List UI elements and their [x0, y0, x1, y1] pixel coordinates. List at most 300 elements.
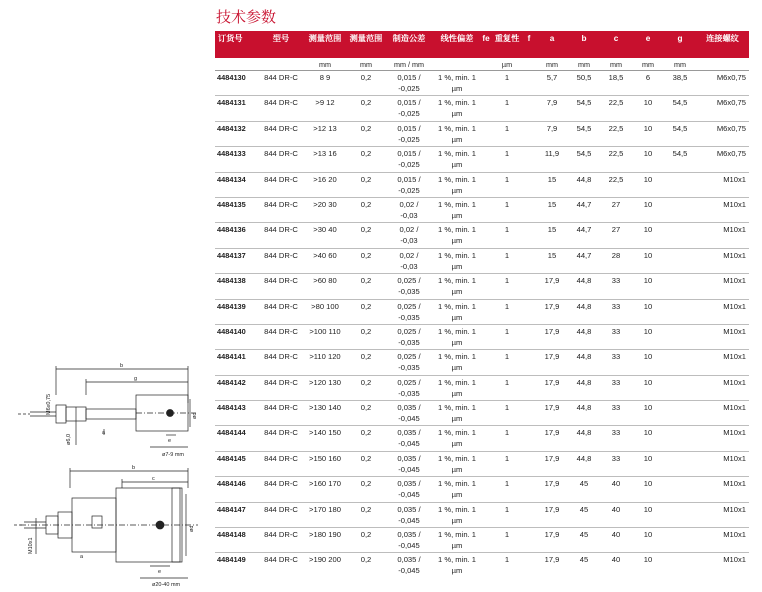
model-cell: 844 DR-C [260, 96, 302, 121]
dim-d-label: ød [189, 525, 195, 532]
model-cell: 844 DR-C [260, 350, 302, 375]
g-cell: 38,5 [664, 71, 696, 96]
table-row [215, 426, 749, 451]
model-cell: 844 DR-C [260, 451, 302, 476]
linearity-cell [434, 528, 480, 553]
linearity-value: 1 %, min. 1 [438, 377, 476, 387]
repeatability-cell: 1 [492, 172, 522, 197]
fe-cell [480, 197, 492, 222]
g-cell [664, 451, 696, 476]
tolerance-cell [384, 121, 434, 146]
dim-a-label: a [102, 430, 106, 436]
range-tolerance-cell: 0,2 [348, 248, 384, 273]
range-tolerance-cell: 0,2 [348, 147, 384, 172]
order-number-cell: 4484143 [215, 401, 260, 426]
unit-cell [696, 58, 749, 71]
a-cell: 17,9 [536, 299, 568, 324]
range-tolerance-cell: 0,2 [348, 172, 384, 197]
tolerance-upper: 0,015 / [397, 73, 421, 82]
table-row [215, 71, 749, 96]
unit-cell: mm [568, 58, 600, 71]
tolerance-cell [384, 350, 434, 375]
fe-cell [480, 147, 492, 172]
repeatability-cell: 1 [492, 147, 522, 172]
tolerance-lower: -0,045 [398, 464, 420, 474]
tolerance-lower: -0,025 [398, 84, 420, 93]
e-cell: 10 [632, 223, 664, 248]
range-tolerance-cell: 0,2 [348, 477, 384, 502]
col-b: b [568, 31, 600, 58]
linearity-value: 1 %, min. 1 [438, 123, 476, 133]
tolerance-cell [384, 324, 434, 349]
a-cell: 17,9 [536, 426, 568, 451]
fe-cell [480, 553, 492, 578]
range-cell: >140 150 [302, 426, 348, 451]
thread-cell: M10x1 [696, 172, 749, 197]
col-linearity: 线性偏差 [434, 31, 480, 58]
fe-cell [480, 172, 492, 197]
unit-cell [215, 58, 260, 71]
thread-cell: M6x0,75 [696, 147, 749, 172]
table-row [215, 147, 749, 172]
dim-d-label: ød [192, 412, 198, 419]
range-cell: 8 9 [302, 71, 348, 96]
range-tolerance-cell: 0,2 [348, 528, 384, 553]
b-cell: 44,8 [568, 299, 600, 324]
fe-cell [480, 426, 492, 451]
e-cell: 10 [632, 299, 664, 324]
range-tolerance-cell: 0,2 [348, 502, 384, 527]
tolerance-upper: 0,025 / [397, 326, 421, 336]
fe-cell [480, 375, 492, 400]
tolerance-lower: -0,045 [398, 515, 420, 525]
order-number-cell: 4484130 [215, 71, 260, 96]
repeatability-cell: 1 [492, 401, 522, 426]
tolerance-lower: -0,03 [400, 236, 418, 246]
f-cell [522, 528, 536, 553]
order-number-cell: 4484134 [215, 172, 260, 197]
linearity-cell [434, 71, 480, 96]
e-cell: 10 [632, 426, 664, 451]
c-cell: 28 [600, 248, 632, 273]
dim-e-label: e [158, 569, 162, 575]
range-cell: >110 120 [302, 350, 348, 375]
dim-thread-label: M6x0,75 [46, 393, 52, 415]
linearity-cell [434, 502, 480, 527]
f-cell [522, 223, 536, 248]
tolerance-upper: 0,035 / [397, 479, 421, 489]
fe-cell [480, 477, 492, 502]
tolerance-lower: -0,035 [398, 337, 420, 347]
fe-cell [480, 350, 492, 375]
linearity-unit: µm [451, 160, 463, 170]
linearity-value: 1 %, min. 1 [438, 250, 476, 260]
repeatability-cell: 1 [492, 375, 522, 400]
thread-cell: M10x1 [696, 223, 749, 248]
c-cell: 22,5 [600, 121, 632, 146]
c-cell: 33 [600, 350, 632, 375]
tolerance-lower: -0,035 [398, 363, 420, 373]
c-cell: 18,5 [600, 71, 632, 96]
linearity-unit: µm [451, 490, 463, 500]
linearity-unit: µm [451, 312, 463, 322]
range-tolerance-cell: 0,2 [348, 71, 384, 96]
table-row [215, 502, 749, 527]
tolerance-upper: 0,035 / [397, 530, 421, 540]
a-cell: 11,9 [536, 147, 568, 172]
g-cell [664, 299, 696, 324]
a-cell: 7,9 [536, 96, 568, 121]
tolerance-cell [384, 528, 434, 553]
fe-cell [480, 248, 492, 273]
linearity-unit: µm [451, 515, 463, 525]
e-cell: 10 [632, 197, 664, 222]
f-cell [522, 502, 536, 527]
repeatability-cell: 1 [504, 555, 510, 565]
linearity-cell [434, 426, 480, 451]
linearity-unit: µm [451, 109, 463, 119]
table-row [215, 172, 749, 197]
f-cell [522, 172, 536, 197]
drawing-bottom-caption: ø20-40 mm [152, 582, 181, 588]
tolerance-lower: -0,045 [398, 439, 420, 449]
f-cell [522, 375, 536, 400]
e-cell: 10 [632, 274, 664, 299]
c-cell: 33 [600, 299, 632, 324]
b-cell: 44,8 [568, 401, 600, 426]
a-cell: 17,9 [536, 451, 568, 476]
range-cell: >12 13 [302, 121, 348, 146]
unit-cell: mm [600, 58, 632, 71]
tolerance-lower: -0,045 [398, 566, 420, 576]
a-cell: 17,9 [536, 528, 568, 553]
tolerance-cell [384, 274, 434, 299]
c-cell: 33 [600, 426, 632, 451]
linearity-value: 1 %, min. 1 [438, 504, 476, 514]
linearity-cell [434, 197, 480, 222]
repeatability-cell: 1 [492, 223, 522, 248]
linearity-value: 1 %, min. 1 [438, 352, 476, 362]
tolerance-lower: -0,035 [398, 388, 420, 398]
repeatability-cell: 1 [492, 299, 522, 324]
g-cell [664, 477, 696, 502]
thread-cell: M10x1 [696, 451, 749, 476]
linearity-value: 1 %, min. 1 [438, 276, 476, 286]
tolerance-lower: -0,045 [398, 541, 420, 551]
a-cell: 15 [536, 197, 568, 222]
model-cell: 844 DR-C [260, 121, 302, 146]
table-row [215, 121, 749, 146]
c-cell: 33 [600, 375, 632, 400]
e-cell: 10 [632, 96, 664, 121]
f-cell [522, 451, 536, 476]
b-cell: 44,8 [568, 375, 600, 400]
col-fe: fe [480, 31, 492, 58]
table-row [215, 197, 749, 222]
range-tolerance-cell: 0,2 [348, 426, 384, 451]
linearity-cell [434, 553, 480, 578]
tolerance-upper: 0,015 / [397, 123, 421, 133]
table-row [215, 274, 749, 299]
repeatability-cell: 1 [492, 274, 522, 299]
a-cell: 17,9 [536, 324, 568, 349]
linearity-cell [434, 223, 480, 248]
tolerance-lower: -0,045 [398, 490, 420, 500]
c-cell: 40 [600, 528, 632, 553]
tolerance-lower: -0,03 [400, 210, 418, 220]
tolerance-upper: 0,015 / [397, 98, 421, 108]
b-cell: 44,8 [568, 274, 600, 299]
order-number-cell: 4484145 [215, 451, 260, 476]
linearity-cell [434, 324, 480, 349]
order-number-cell: 4484142 [215, 375, 260, 400]
b-cell: 44,7 [568, 223, 600, 248]
order-number-cell: 4484149 [217, 555, 246, 565]
linearity-value: 1 %, min. 1 [438, 174, 476, 184]
thread-cell: M10x1 [696, 248, 749, 273]
linearity-value: 1 %, min. 1 [438, 301, 476, 311]
g-cell [664, 401, 696, 426]
thread-cell: M10x1 [696, 299, 749, 324]
linearity-value: 1 %, min. 1 [438, 199, 476, 209]
tolerance-upper: 0,035 / [397, 428, 421, 438]
e-cell: 10 [632, 324, 664, 349]
f-cell [522, 248, 536, 273]
order-number-cell: 4484147 [215, 502, 260, 527]
range-cell: >80 100 [302, 299, 348, 324]
linearity-value: 1 %, min. 1 [438, 98, 476, 108]
spec-table [215, 31, 749, 578]
fe-cell [480, 71, 492, 96]
model-cell: 844 DR-C [260, 248, 302, 273]
col-g: g [664, 31, 696, 58]
tolerance-cell [384, 172, 434, 197]
model-cell: 844 DR-C [260, 197, 302, 222]
f-cell [522, 553, 536, 578]
order-number-cell: 4484132 [215, 121, 260, 146]
linearity-cell [434, 451, 480, 476]
fe-cell [480, 223, 492, 248]
order-number-cell: 4484133 [215, 147, 260, 172]
repeatability-cell: 1 [492, 96, 522, 121]
model-cell: 844 DR-C [260, 375, 302, 400]
linearity-value: 1 %, min. 1 [438, 326, 476, 336]
repeatability-cell: 1 [492, 197, 522, 222]
a-cell: 17,9 [536, 502, 568, 527]
model-cell: 844 DR-C [260, 528, 302, 553]
tolerance-cell [384, 426, 434, 451]
linearity-unit: µm [451, 388, 463, 398]
drawing-top-caption: ø7-9 mm [162, 452, 184, 458]
col-f: f [522, 31, 536, 58]
range-cell: >180 190 [302, 528, 348, 553]
model-cell: 844 DR-C [260, 426, 302, 451]
range-tolerance-cell: 0,2 [348, 324, 384, 349]
c-cell: 40 [600, 477, 632, 502]
dim-b-label: b [132, 465, 136, 471]
thread-cell: M10x1 [696, 477, 749, 502]
a-cell: 17,9 [536, 274, 568, 299]
linearity-value: 1 %, min. 1 [438, 403, 476, 413]
thread-cell: M10x1 [696, 502, 749, 527]
repeatability-cell: 1 [492, 324, 522, 349]
linearity-cell [434, 350, 480, 375]
fe-cell [480, 274, 492, 299]
c-cell: 27 [600, 197, 632, 222]
dim-e-label: e [168, 438, 172, 444]
linearity-unit: µm [451, 566, 463, 576]
linearity-value: 1 %, min. 1 [438, 555, 476, 565]
e-cell: 10 [632, 528, 664, 553]
a-cell: 17,9 [536, 375, 568, 400]
model-cell: 844 DR-C [264, 555, 298, 565]
repeatability-cell: 1 [492, 528, 522, 553]
model-cell: 844 DR-C [260, 71, 302, 96]
linearity-unit: µm [451, 261, 463, 271]
fe-cell [480, 299, 492, 324]
col-measuring-range-2: 测量范围 [348, 31, 384, 58]
fe-cell [480, 324, 492, 349]
fe-cell [480, 528, 492, 553]
tolerance-cell [384, 96, 434, 121]
fe-cell [480, 502, 492, 527]
b-cell: 44,7 [568, 197, 600, 222]
g-cell [664, 375, 696, 400]
thread-cell: M10x1 [723, 555, 746, 565]
g-cell: 54,5 [664, 96, 696, 121]
tolerance-upper: 0,025 / [397, 377, 421, 387]
repeatability-cell: 1 [492, 248, 522, 273]
repeatability-cell: 1 [492, 451, 522, 476]
table-row [215, 324, 749, 349]
unit-cell [480, 58, 492, 71]
col-repeatability: 重复性 [492, 31, 522, 58]
range-tolerance-cell: 0,2 [348, 274, 384, 299]
table-row [215, 375, 749, 400]
tolerance-upper: 0,02 / [399, 199, 419, 209]
range-cell: >60 80 [302, 274, 348, 299]
fe-cell [480, 451, 492, 476]
table-row [215, 451, 749, 476]
linearity-cell [434, 401, 480, 426]
g-cell: 54,5 [664, 121, 696, 146]
order-number-cell: 4484135 [215, 197, 260, 222]
f-cell [522, 197, 536, 222]
f-cell [522, 477, 536, 502]
linearity-unit: µm [451, 134, 463, 144]
tolerance-cell [384, 451, 434, 476]
table-row [215, 401, 749, 426]
repeatability-cell: 1 [492, 426, 522, 451]
range-tolerance-cell: 0,2 [348, 96, 384, 121]
b-cell: 44,8 [568, 350, 600, 375]
linearity-value: 1 %, min. 1 [438, 428, 476, 438]
thread-cell: M10x1 [696, 401, 749, 426]
col-measuring-range: 测量范围 [302, 31, 348, 58]
unit-cell: mm [664, 58, 696, 71]
c-cell: 22,5 [600, 172, 632, 197]
col-model: 型号 [260, 31, 302, 58]
a-cell: 17,9 [536, 477, 568, 502]
tolerance-cell [384, 553, 434, 578]
order-number-cell: 4484140 [215, 324, 260, 349]
c-cell: 33 [600, 451, 632, 476]
order-number-cell: 4484131 [215, 96, 260, 121]
unit-cell: µm [492, 58, 522, 71]
table-row [215, 553, 749, 578]
unit-cell: mm / mm [384, 58, 434, 71]
e-cell: 10 [632, 502, 664, 527]
b-cell: 44,8 [568, 172, 600, 197]
linearity-unit: µm [451, 210, 463, 220]
c-cell: 40 [611, 555, 621, 565]
e-cell: 10 [632, 172, 664, 197]
fe-cell [480, 401, 492, 426]
b-cell: 54,5 [568, 121, 600, 146]
page-title: 技术参数 [216, 9, 277, 26]
f-cell [522, 324, 536, 349]
linearity-cell [434, 299, 480, 324]
tolerance-upper: 0,025 / [397, 301, 421, 311]
f-cell [522, 147, 536, 172]
range-tolerance-cell: 0,2 [348, 197, 384, 222]
model-cell: 844 DR-C [260, 502, 302, 527]
table-row [215, 223, 749, 248]
col-e: e [632, 31, 664, 58]
fe-cell [480, 96, 492, 121]
dim-b-label: b [120, 363, 124, 369]
range-tolerance-cell: 0,2 [348, 223, 384, 248]
linearity-cell [434, 375, 480, 400]
table-row [215, 299, 749, 324]
repeatability-cell: 1 [492, 71, 522, 96]
tolerance-cell [384, 147, 434, 172]
b-cell: 45 [568, 528, 600, 553]
c-cell: 40 [600, 502, 632, 527]
col-thread: 连接螺纹 [696, 31, 749, 58]
linearity-cell [434, 121, 480, 146]
range-cell: >160 170 [302, 477, 348, 502]
tolerance-lower: -0,035 [398, 312, 420, 322]
tolerance-upper: 0,02 / [399, 225, 419, 235]
tolerance-lower: -0,025 [398, 134, 420, 144]
g-cell [664, 223, 696, 248]
e-cell: 10 [632, 248, 664, 273]
e-cell: 10 [632, 375, 664, 400]
g-cell: 54,5 [664, 147, 696, 172]
tolerance-cell [384, 299, 434, 324]
g-cell [664, 350, 696, 375]
model-cell: 844 DR-C [260, 299, 302, 324]
f-cell [522, 121, 536, 146]
table-row [215, 96, 749, 121]
thread-cell: M10x1 [696, 324, 749, 349]
b-cell: 50,5 [568, 71, 600, 96]
a-cell: 17,9 [544, 555, 560, 565]
g-cell [664, 197, 696, 222]
thread-cell: M10x1 [696, 274, 749, 299]
drawing-large-probe [0, 458, 200, 592]
order-number-cell: 4484138 [215, 274, 260, 299]
tolerance-cell [384, 477, 434, 502]
linearity-unit: µm [451, 236, 463, 246]
order-number-cell: 4484141 [215, 350, 260, 375]
dim-a-label: a [80, 554, 84, 560]
b-cell: 44,7 [568, 248, 600, 273]
e-cell: 10 [632, 121, 664, 146]
thread-cell: M6x0,75 [696, 121, 749, 146]
header-row [215, 31, 749, 58]
